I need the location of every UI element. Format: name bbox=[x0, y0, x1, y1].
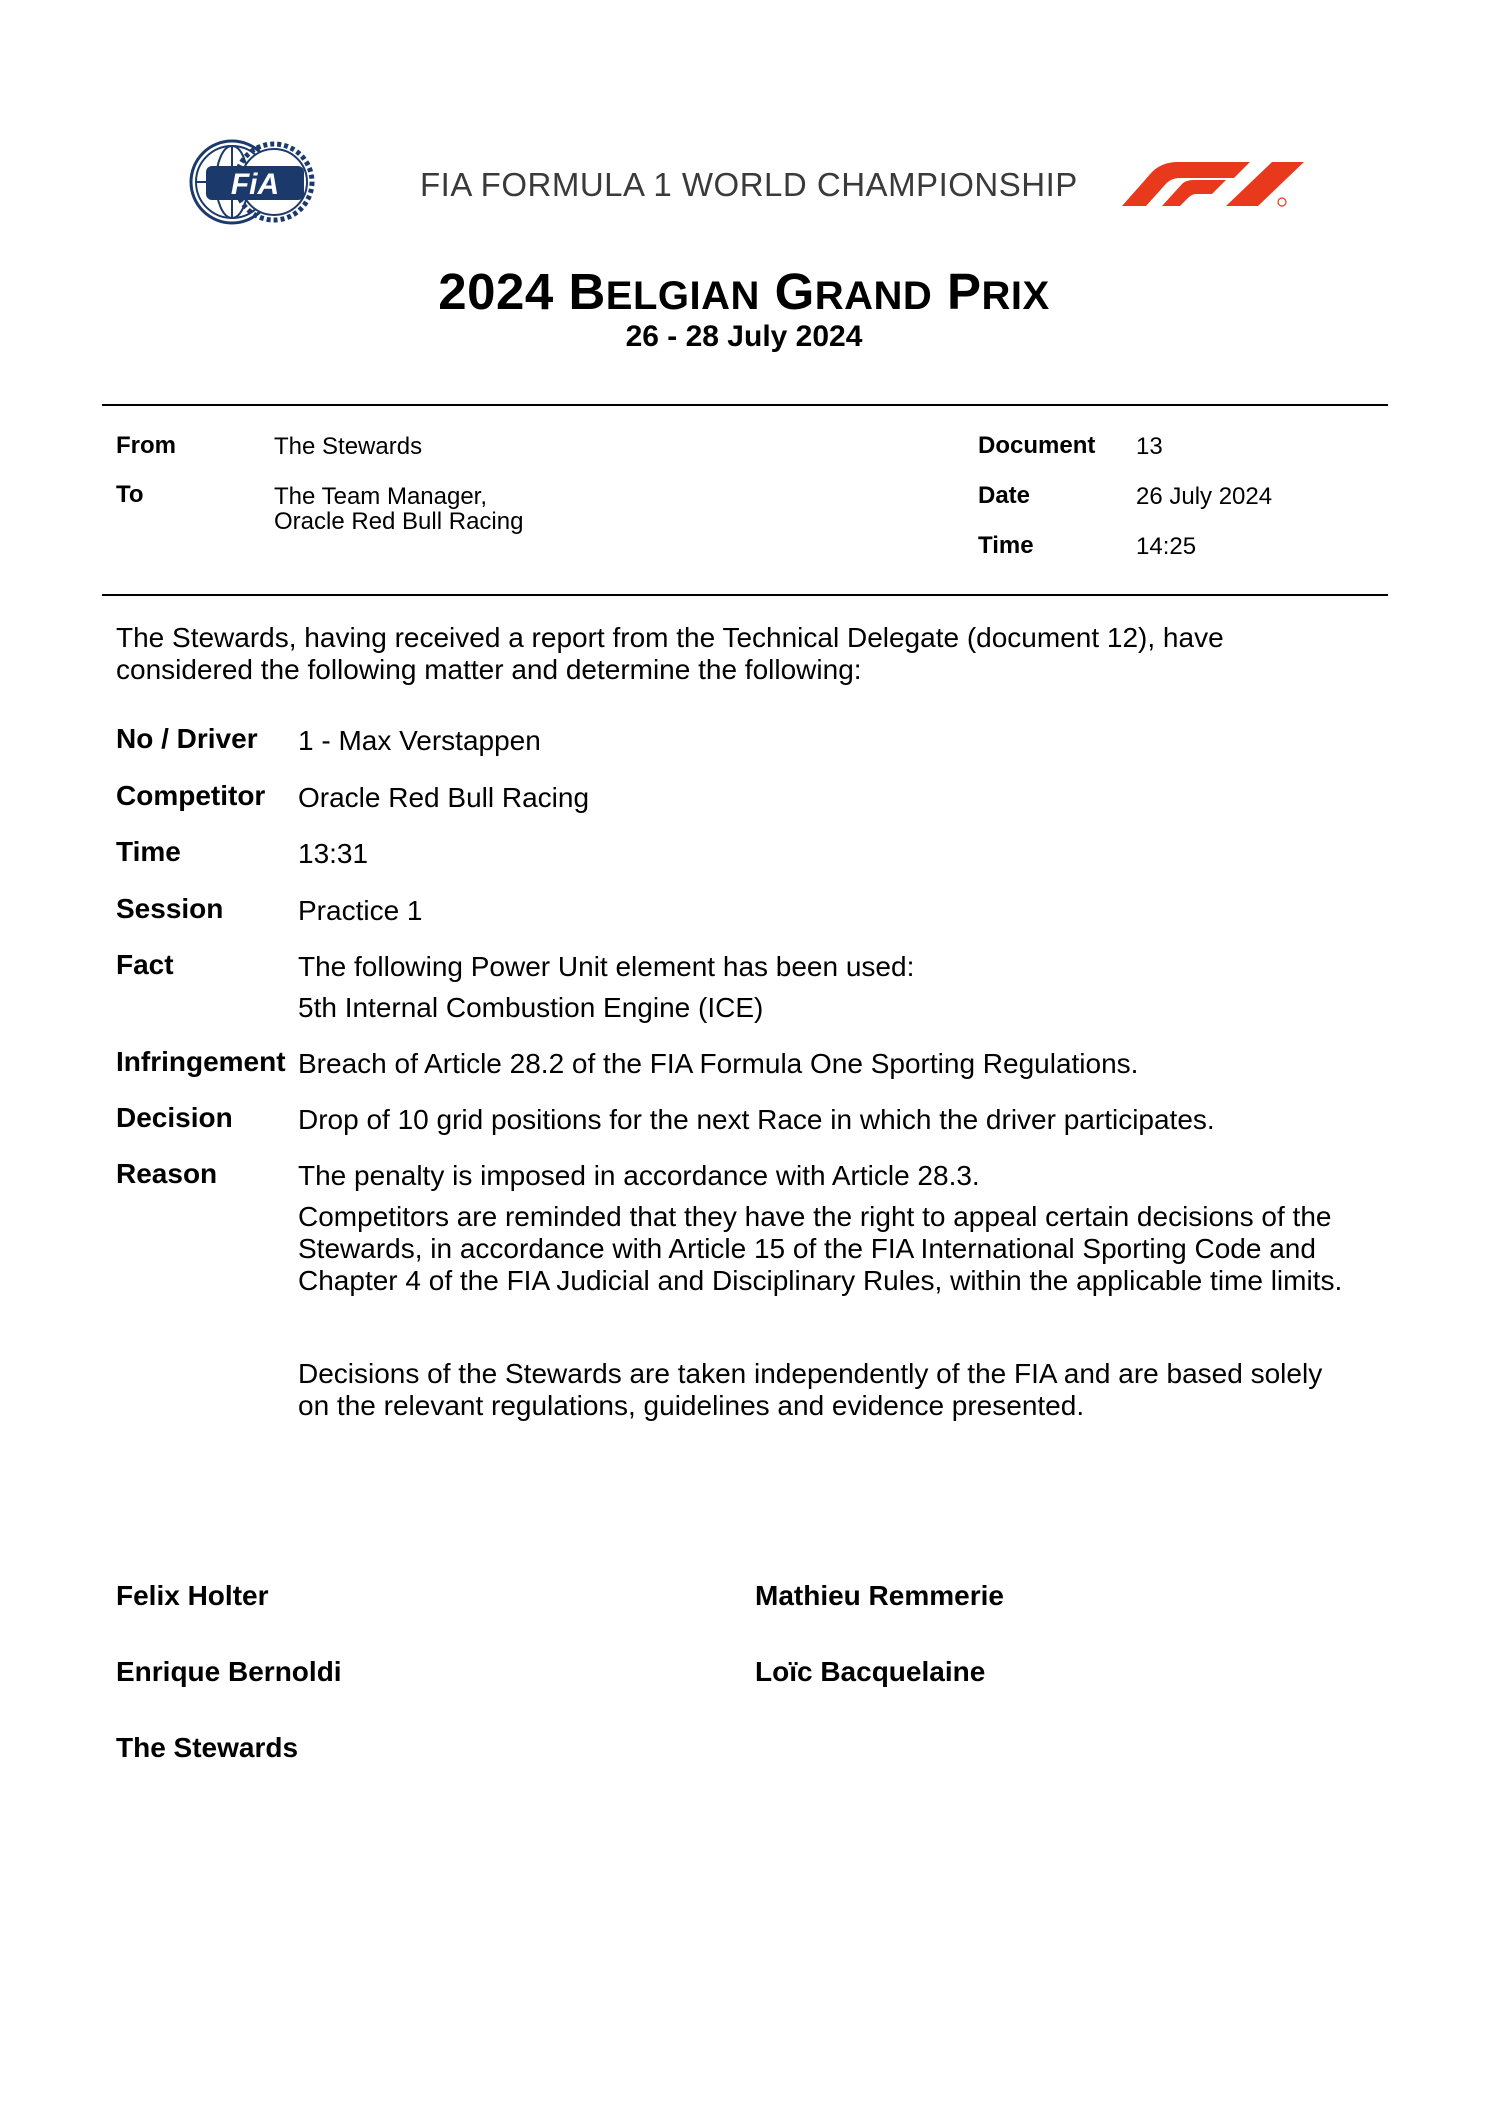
steward-name: Enrique Bernoldi bbox=[116, 1656, 342, 1687]
from-label: From bbox=[116, 432, 176, 459]
steward-name: Felix Holter bbox=[116, 1580, 269, 1611]
to-label: To bbox=[116, 481, 144, 508]
fact-label: Fact bbox=[116, 949, 174, 980]
infringement-value: Breach of Article 28.2 of the FIA Formula One Sporting Regulations. bbox=[298, 1048, 1139, 1079]
document-value: 13 bbox=[1136, 433, 1163, 460]
to-value-line-1: The Team Manager, bbox=[274, 483, 488, 510]
reason-value: The penalty is imposed in accordance with Article 28.3. bbox=[298, 1160, 980, 1191]
intro-line-1: The Stewards, having received a report from the Technical Delegate (document 12), have bbox=[116, 622, 1224, 653]
session-label: Session bbox=[116, 893, 224, 924]
signature-closing: The Stewards bbox=[116, 1732, 299, 1763]
driver-value: 1 - Max Verstappen bbox=[298, 725, 541, 756]
fact-line-1: The following Power Unit element has been used: bbox=[298, 951, 915, 982]
competitor-label: Competitor bbox=[116, 780, 266, 811]
independence-note-line-1: Decisions of the Stewards are taken independently of the FIA and are based solely bbox=[298, 1358, 1323, 1389]
steward-name: Loïc Bacquelaine bbox=[755, 1656, 986, 1687]
to-value-line-2: Oracle Red Bull Racing bbox=[274, 508, 524, 535]
svg-text:FiA: FiA bbox=[230, 168, 280, 201]
decision-value: Drop of 10 grid positions for the next Race in which the driver participates. bbox=[298, 1104, 1215, 1135]
event-dates: 26 - 28 July 2024 bbox=[625, 320, 863, 353]
steward-name: Mathieu Remmerie bbox=[755, 1580, 1004, 1611]
session-value: Practice 1 bbox=[298, 895, 423, 926]
competitor-value: Oracle Red Bull Racing bbox=[298, 782, 590, 813]
from-value: The Stewards bbox=[274, 433, 423, 460]
date-value: 26 July 2024 bbox=[1136, 483, 1273, 510]
driver-label: No / Driver bbox=[116, 723, 258, 754]
independence-note-line-2: on the relevant regulations, guidelines and evidence presented. bbox=[298, 1390, 1085, 1421]
infringement-label: Infringement bbox=[116, 1046, 286, 1077]
f1-logo-icon bbox=[1122, 158, 1304, 208]
intro-line-2: considered the following matter and determine the following: bbox=[116, 654, 862, 685]
document-label: Document bbox=[978, 432, 1096, 459]
appeal-note-line-3: Chapter 4 of the FIA Judicial and Disciplinary Rules, within the applicable time limits. bbox=[298, 1265, 1343, 1296]
event-title-year: 2024 bbox=[438, 263, 554, 320]
time-value: 14:25 bbox=[1136, 533, 1197, 560]
event-title-word-1: BELGIAN bbox=[568, 263, 760, 320]
appeal-note-line-1: Competitors are reminded that they have the right to appeal certain decisions of the bbox=[298, 1201, 1332, 1232]
divider-bottom bbox=[102, 594, 1388, 596]
appeal-note-line-2: Stewards, in accordance with Article 15 of the FIA International Sporting Code and bbox=[298, 1233, 1316, 1264]
fia-logo-icon bbox=[188, 138, 318, 226]
event-title-word-2: GRAND bbox=[774, 263, 933, 320]
championship-title: FIA FORMULA 1 WORLD CHAMPIONSHIP bbox=[420, 166, 1078, 203]
reason-label: Reason bbox=[116, 1158, 218, 1189]
time-row-label: Time bbox=[116, 836, 181, 867]
date-label: Date bbox=[978, 482, 1031, 509]
event-title-word-3: PRIX bbox=[946, 263, 1050, 320]
event-title bbox=[0, 262, 1488, 321]
divider-top bbox=[102, 404, 1388, 406]
fact-line-2: 5th Internal Combustion Engine (ICE) bbox=[298, 992, 764, 1023]
time-label: Time bbox=[978, 532, 1034, 559]
decision-label: Decision bbox=[116, 1102, 233, 1133]
time-row-value: 13:31 bbox=[298, 838, 369, 869]
